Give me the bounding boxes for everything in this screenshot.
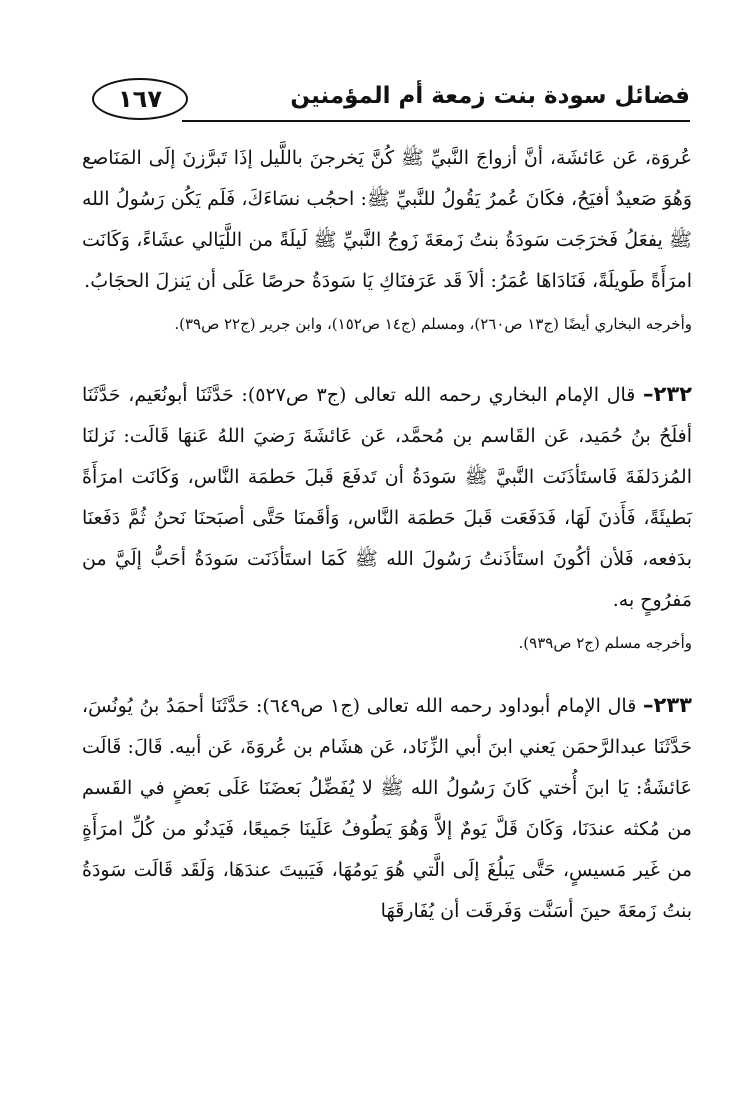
- hadith-text: قال الإمام أبوداود رحمه الله تعالى (ج١ ص٦٤٩): حَدَّثَنَا أحمَدُ بنُ يُونُسَ، حَدَّثَنَا عبدالرَّحمَن يَعني ابنَ أبي الزِّنَاد، عَن هشَام بن عُروَةَ، عَن أبيه. قَالَ: قَالَت عَائشَةُ: يَا ابنَ أُختي كَانَ رَسُولُ الله ﷺ لا يُفَضِّلُ بَعضَنَا عَلَى بَعضٍ في القَسم من مُكثه عندَنَا، وَكَانَ قَلَّ يَومٌ إلاَّ وَهُوَ يَطُوفُ عَلَينَا جَميعًا، فَيَدنُو من كُلِّ امرَأَةٍ من غَير مَسيسٍ، حَتَّى يَبلُغَ إلَى الَّتي هُوَ يَومُهَا، فَيَبيتَ عندَهَا، وَلَقَد قَالَت سَودَةُ بنتُ زَمعَةَ حينَ أسَنَّت وَفَرقَت أن يُفَارقَهَا: [82, 695, 692, 922]
- page-number: ١٦٧: [92, 78, 188, 120]
- hadith-text: عُروَة، عَن عَائشَة، أنَّ أزواجَ النَّبيِّ ﷺ كُنَّ يَخرجنَ باللَّيل إذَا تَبرَّزنَ إلَى المَنَاصع وَهُوَ صَعيدٌ أفيَحُ، فكَانَ عُمرُ يَقُولُ للنَّبيِّ ﷺ: احجُب نسَاءَكَ، فَلَم يَكُن رَسُولُ الله ﷺ يفعَلُ فَخرَجَت سَودَةُ بنتُ زَمعَةَ زَوجُ النَّبيِّ ﷺ لَيلَةً من اللَّيَالي عشَاءً، وَكَانَت امرَأَةً طَويلَةً، فَنَادَاهَا عُمَرُ: ألاَ قَد عَرَفنَاكِ يَا سَودَةُ حرصًا عَلَى أن يَنزلَ الحجَابُ.: [82, 147, 692, 292]
- page-header: [92, 76, 690, 122]
- header-title: فضائل سودة بنت زمعة أم المؤمنين: [290, 83, 690, 109]
- hadith-232: [82, 374, 692, 621]
- hadith-continuation: [82, 138, 692, 302]
- hadith-233: [82, 685, 692, 932]
- hadith-text: قال الإمام البخاري رحمه الله تعالى (ج٣ ص٥٢٧): حَدَّثَنَا أبونُعَيم، حَدَّثَنَا أفلَحُ بنُ حُمَيد، عَن القَاسم بن مُحمَّد، عَن عَائشَةَ رَضيَ اللهُ عَنهَا قَالَت: نَزلنَا المُزدَلفَةَ فَاستَأذَنَت النَّبيَّ ﷺ سَودَةُ أن تَدفَعَ قَبلَ حَطمَة النَّاس، وَكَانَت امرَأَةً بَطيئَةً، فَأَذنَ لَهَا، فَدَفَعَت قَبلَ حَطمَة النَّاس، وَأقَمنَا حَتَّى أصبَحنَا نَحنُ ثُمَّ دَفَعنَا بدَفعه، فَلأن أكُونَ استَأذَنتُ رَسُولَ الله ﷺ كَمَا استَأذَنَت سَودَةُ أحَبُّ إلَيَّ من مَفرُوحٍ به.: [82, 384, 692, 611]
- section-gap: [82, 657, 692, 685]
- header-rule: [182, 120, 690, 122]
- section-gap: [82, 338, 692, 374]
- page-content: [82, 138, 692, 932]
- takhrij-note: وأخرجه مسلم (ج٢ ص٩٣٩).: [518, 634, 692, 652]
- takhrij-note: وأخرجه البخاري أيضًا (ج١٣ ص٢٦٠)، ومسلم (ج١٤ ص١٥٢)، وابن جرير (ج٢٢ ص٣٩).: [174, 315, 692, 333]
- hadith-number: ٢٣٢–: [643, 382, 692, 406]
- hadith-number: ٢٣٣–: [643, 693, 692, 717]
